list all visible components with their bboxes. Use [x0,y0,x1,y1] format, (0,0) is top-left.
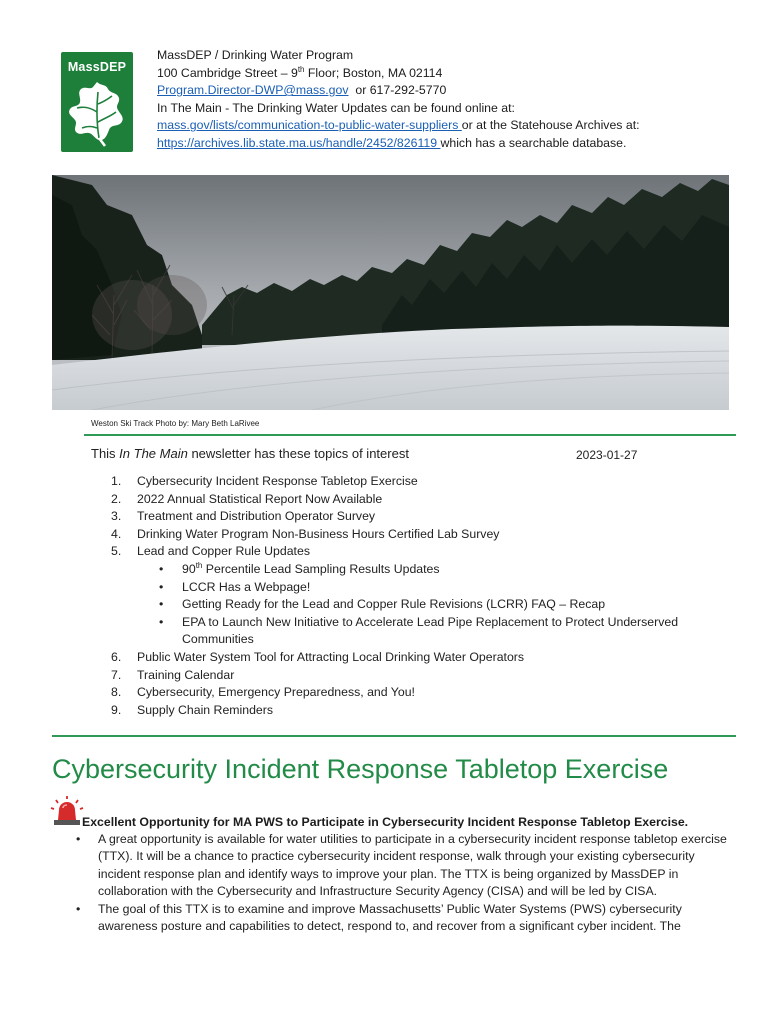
contact-line [157,82,757,100]
subtopic-text-rest: Percentile Lead Sampling Results Updates [202,561,440,576]
intro-text-rest: newsletter has these topics of interest [187,446,409,461]
bullet-text: A great opportunity is available for water utilities to participate in a cybersecurity incident response tabletop exercise (TTX). It will be a chance to practice cybersecurity incident response, walk through your existing cybersecurity incident response plan and identify ways to improve your plan. The TTX is being organized by MassDEP in collaboration with the Cybersecurity and Infrastructure Security Agency (CISA) and will be led by CISA. [98,832,727,899]
phone-text: or 617-292-5770 [348,83,447,98]
logo-text: MassDEP [67,60,127,74]
address [157,65,757,83]
address-text: 100 Cambridge Street – 9 [157,65,298,80]
divider-bottom [52,735,736,737]
intro-italic: In The Main [119,446,188,461]
subtopic-label: LCCR Has a Webpage! [182,579,311,594]
topic-number: 7. [111,667,122,682]
topic-number: 3. [111,509,122,524]
subtopic-label: EPA to Launch New Initiative to Accelerate Lead Pipe Replacement to Protect Underserved Communities [182,614,679,647]
topic-number: 1. [111,474,122,488]
topic-number: 8. [111,685,122,700]
topic-7[interactable] [111,667,751,685]
archives-text: or at the Statehouse Archives at: [461,118,640,133]
bullet: • [76,901,81,916]
subtopic-label: Getting Ready for the Lead and Copper Rule Revisions (LCRR) FAQ – Recap [182,597,606,612]
email-link[interactable]: Program.Director-DWP@mass.gov [157,83,349,98]
bullet: • [159,597,164,612]
topic-6[interactable] [111,649,751,667]
topics-intro [91,446,409,461]
topic-label: Lead and Copper Rule Updates [137,544,310,559]
bullet-item [72,901,734,936]
alarm-light-icon [50,796,84,826]
program-name: MassDEP / Drinking Water Program [157,48,354,62]
snowy-field-image [52,175,729,410]
oak-leaf-icon [65,78,129,148]
topic-label: Cybersecurity, Emergency Preparedness, and You! [137,685,415,700]
topic-label: Treatment and Distribution Operator Survey [137,509,376,524]
searchable-text: which has a searchable database. [440,135,627,150]
address-sup: th [297,64,305,74]
section-bullets [72,831,734,935]
header-contact [157,47,757,153]
lists-link[interactable]: mass.gov/lists/communication-to-public-water-suppliers [157,118,462,133]
topics-list [111,473,751,719]
massdep-logo [61,52,133,152]
topic-label: Supply Chain Reminders [137,702,274,717]
bullet: • [76,832,81,846]
topic-2[interactable] [111,491,751,509]
section-title: Cybersecurity Incident Response Tabletop Exercise [52,754,669,784]
topic-number: 4. [111,526,122,541]
subtopic-1[interactable] [111,561,751,579]
bullet: • [159,614,164,629]
subtopic-sup: th [195,560,203,570]
newsletter-date: 2023-01-27 [576,448,638,462]
intro-text: This [91,446,120,461]
bullet-text: The goal of this TTX is to examine and improve Massachusetts’ Public Water Systems (PWS) cybersecurity awareness posture and capabilities to detect, respond to, and recover from a significant cyber incident. The [98,901,682,934]
bullet: • [159,561,164,576]
topic-label: Cybersecurity Incident Response Tabletop Exercise [137,474,418,488]
topic-number: 6. [111,649,122,664]
lists-line [157,117,757,135]
subtopic-4[interactable] [111,614,751,649]
photo-caption: Weston Ski Track Photo by: Mary Beth LaRivee [91,419,260,428]
topic-number: 9. [111,702,122,717]
topic-label: Drinking Water Program Non-Business Hours Certified Lab Survey [137,526,500,541]
divider-top [84,434,736,436]
topic-3[interactable] [111,508,751,526]
topic-9[interactable] [111,702,751,720]
subtopic-text: 90 [182,561,196,576]
address-text-rest: Floor; Boston, MA 02114 [304,65,443,80]
section-lead: Excellent Opportunity for MA PWS to Participate in Cybersecurity Incident Response Tabletop Exercise. [82,815,689,829]
subtopic-3[interactable] [111,596,751,614]
topic-label: Public Water System Tool for Attracting Local Drinking Water Operators [137,649,525,664]
archives-line [157,135,757,153]
topic-number: 5. [111,544,122,559]
archives-link[interactable]: https://archives.lib.state.ma.us/handle/2452/826119 [157,135,441,150]
weston-ski-track-photo [52,175,729,410]
bullet: • [159,579,164,594]
subtopic-2[interactable] [111,579,751,597]
online-text: In The Main - The Drinking Water Updates can be found online at: [157,100,515,115]
topic-label: 2022 Annual Statistical Report Now Available [137,491,383,506]
bullet-item [72,831,734,901]
topic-8[interactable] [111,684,751,702]
topic-number: 2. [111,491,122,506]
topic-5[interactable] [111,543,751,561]
topic-label: Training Calendar [137,667,235,682]
topic-1[interactable] [111,473,751,491]
topic-4[interactable] [111,526,751,544]
